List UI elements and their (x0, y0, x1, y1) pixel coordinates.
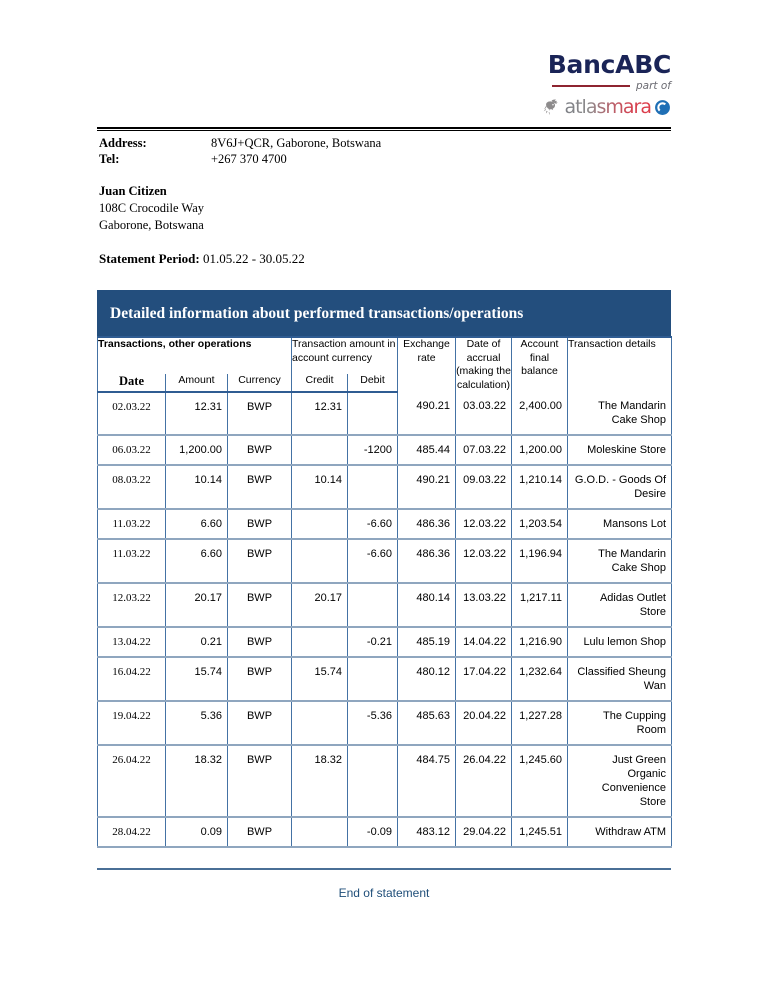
cell-credit (292, 627, 348, 657)
cell-date: 19.04.22 (98, 701, 166, 745)
cell-date: 06.03.22 (98, 435, 166, 465)
table-row (98, 539, 672, 583)
address-label: Address: (99, 136, 147, 150)
lion-icon (542, 98, 562, 116)
cell-exchange-rate: 490.21 (398, 392, 456, 435)
cell-account-final-balance: 1,210.14 (512, 465, 568, 509)
cell-transaction-details: Lulu lemon Shop (568, 627, 672, 657)
transactions-section (97, 290, 671, 848)
cell-transaction-details: G.O.D. - Goods Of Desire (568, 465, 672, 509)
cell-date-of-accrual: 14.04.22 (456, 627, 512, 657)
cell-date-of-accrual: 13.03.22 (456, 583, 512, 627)
table-row (98, 745, 672, 817)
cell-exchange-rate: 480.14 (398, 583, 456, 627)
cell-exchange-rate: 485.44 (398, 435, 456, 465)
end-of-statement-label: End of statement (338, 886, 430, 900)
statement-period-value: 01.05.22 - 30.05.22 (202, 251, 305, 266)
header-transaction-details: Transaction details (568, 337, 672, 392)
header-transactions-group: Transactions, other operations (98, 337, 292, 374)
cell-debit (348, 392, 398, 435)
cell-date: 08.03.22 (98, 465, 166, 509)
cell-exchange-rate: 485.19 (398, 627, 456, 657)
cell-amount: 18.32 (166, 745, 228, 817)
cell-date-of-accrual: 20.04.22 (456, 701, 512, 745)
statement-period (99, 251, 305, 267)
cell-amount: 15.74 (166, 657, 228, 701)
cell-date: 12.03.22 (98, 583, 166, 627)
cell-amount: 6.60 (166, 539, 228, 583)
tel-label: Tel: (99, 151, 120, 166)
cell-amount: 1,200.00 (166, 435, 228, 465)
footer-divider (97, 868, 671, 870)
cell-account-final-balance: 1,200.00 (512, 435, 568, 465)
cell-account-final-balance: 1,216.90 (512, 627, 568, 657)
cell-currency: BWP (228, 657, 292, 701)
header-exchange-rate: Exchange rate (398, 337, 456, 392)
cell-transaction-details: The Mandarin Cake Shop (568, 539, 672, 583)
cell-account-final-balance: 1,232.64 (512, 657, 568, 701)
cell-date: 28.04.22 (98, 817, 166, 847)
cell-credit: 18.32 (292, 745, 348, 817)
atlasmara-row (521, 96, 671, 118)
cell-account-final-balance: 1,217.11 (512, 583, 568, 627)
table-row (98, 583, 672, 627)
table-header-group-row (98, 337, 672, 374)
recipient-city: Gaborone, Botswana (99, 218, 204, 232)
cell-exchange-rate: 486.36 (398, 509, 456, 539)
address-value: 8V6J+QCR, Gaborone, Botswana (211, 136, 382, 150)
cell-credit (292, 435, 348, 465)
transactions-table (97, 336, 672, 848)
cell-debit: -6.60 (348, 509, 398, 539)
cell-currency: BWP (228, 583, 292, 627)
atlasmara-ring-icon (654, 99, 671, 116)
cell-account-final-balance: 1,196.94 (512, 539, 568, 583)
table-row (98, 657, 672, 701)
table-row (98, 465, 672, 509)
transactions-title: Detailed information about performed transactions/operations (97, 290, 671, 336)
cell-currency: BWP (228, 701, 292, 745)
header-amount: Amount (166, 374, 228, 392)
table-head (98, 337, 672, 392)
part-of-row (521, 80, 671, 92)
cell-currency: BWP (228, 539, 292, 583)
table-row (98, 627, 672, 657)
header-date: Date (98, 374, 166, 392)
cell-transaction-details: Just Green Organic Convenience Store (568, 745, 672, 817)
cell-account-final-balance: 1,203.54 (512, 509, 568, 539)
cell-debit (348, 657, 398, 701)
cell-transaction-details: The Cupping Room (568, 701, 672, 745)
cell-date-of-accrual: 26.04.22 (456, 745, 512, 817)
cell-credit (292, 817, 348, 847)
cell-date-of-accrual: 07.03.22 (456, 435, 512, 465)
cell-exchange-rate: 486.36 (398, 539, 456, 583)
cell-transaction-details: Mansons Lot (568, 509, 672, 539)
cell-date-of-accrual: 29.04.22 (456, 817, 512, 847)
cell-debit: -0.21 (348, 627, 398, 657)
cell-credit: 10.14 (292, 465, 348, 509)
cell-amount: 0.21 (166, 627, 228, 657)
cell-amount: 12.31 (166, 392, 228, 435)
cell-currency: BWP (228, 509, 292, 539)
cell-debit: -6.60 (348, 539, 398, 583)
header-currency: Currency (228, 374, 292, 392)
bank-logo (521, 52, 671, 118)
cell-credit: 20.17 (292, 583, 348, 627)
cell-account-final-balance: 2,400.00 (512, 392, 568, 435)
cell-date: 13.04.22 (98, 627, 166, 657)
bank-contact-block (99, 136, 599, 167)
cell-currency: BWP (228, 627, 292, 657)
cell-debit (348, 465, 398, 509)
cell-amount: 6.60 (166, 509, 228, 539)
header-divider (97, 127, 671, 131)
cell-currency: BWP (228, 392, 292, 435)
cell-account-final-balance: 1,245.51 (512, 817, 568, 847)
cell-amount: 0.09 (166, 817, 228, 847)
cell-currency: BWP (228, 745, 292, 817)
address-row (99, 136, 599, 152)
header-credit: Credit (292, 374, 348, 392)
cell-exchange-rate: 480.12 (398, 657, 456, 701)
cell-debit: -0.09 (348, 817, 398, 847)
cell-debit (348, 583, 398, 627)
cell-credit: 12.31 (292, 392, 348, 435)
cell-transaction-details: The Mandarin Cake Shop (568, 392, 672, 435)
cell-date-of-accrual: 09.03.22 (456, 465, 512, 509)
cell-amount: 10.14 (166, 465, 228, 509)
cell-date-of-accrual: 17.04.22 (456, 657, 512, 701)
tel-row (99, 152, 599, 168)
cell-exchange-rate: 485.63 (398, 701, 456, 745)
cell-amount: 5.36 (166, 701, 228, 745)
cell-credit (292, 539, 348, 583)
cell-date: 11.03.22 (98, 509, 166, 539)
cell-exchange-rate: 490.21 (398, 465, 456, 509)
table-row (98, 392, 672, 435)
table-row (98, 701, 672, 745)
recipient-name: Juan Citizen (99, 184, 167, 198)
brand-wordmark: BancABC (547, 50, 671, 79)
cell-date: 26.04.22 (98, 745, 166, 817)
cell-date: 02.03.22 (98, 392, 166, 435)
cell-transaction-details: Adidas Outlet Store (568, 583, 672, 627)
header-account-final-balance: Account final balance (512, 337, 568, 392)
cell-debit (348, 745, 398, 817)
cell-account-final-balance: 1,227.28 (512, 701, 568, 745)
table-row (98, 817, 672, 847)
cell-currency: BWP (228, 435, 292, 465)
header-date-of-accrual: Date of accrual (making the calculation) (456, 338, 511, 391)
cell-debit: -1200 (348, 435, 398, 465)
cell-debit: -5.36 (348, 701, 398, 745)
cell-currency: BWP (228, 817, 292, 847)
tel-value: +267 370 4700 (211, 151, 287, 166)
cell-credit (292, 701, 348, 745)
cell-transaction-details: Classified Sheung Wan (568, 657, 672, 701)
cell-amount: 20.17 (166, 583, 228, 627)
header-amount-in-currency-group: Transaction amount in account currency (292, 337, 398, 374)
cell-date-of-accrual: 03.03.22 (456, 392, 512, 435)
recipient-block (99, 183, 519, 234)
cell-exchange-rate: 484.75 (398, 745, 456, 817)
table-body (98, 392, 672, 847)
cell-date-of-accrual: 12.03.22 (456, 509, 512, 539)
part-of-label: part of (636, 80, 671, 92)
cell-transaction-details: Moleskine Store (568, 435, 672, 465)
cell-credit: 15.74 (292, 657, 348, 701)
cell-date: 11.03.22 (98, 539, 166, 583)
logo-rule-divider (552, 85, 630, 87)
cell-credit (292, 509, 348, 539)
cell-date-of-accrual: 12.03.22 (456, 539, 512, 583)
cell-date: 16.04.22 (98, 657, 166, 701)
recipient-street: 108C Crocodile Way (99, 201, 204, 215)
atlasmara-wordmark: atlasmara (564, 95, 651, 118)
cell-currency: BWP (228, 465, 292, 509)
cell-account-final-balance: 1,245.60 (512, 745, 568, 817)
statement-period-label: Statement Period: (99, 251, 200, 266)
table-row (98, 435, 672, 465)
cell-exchange-rate: 483.12 (398, 817, 456, 847)
table-row (98, 509, 672, 539)
header-debit: Debit (348, 374, 398, 392)
cell-transaction-details: Withdraw ATM (568, 817, 672, 847)
